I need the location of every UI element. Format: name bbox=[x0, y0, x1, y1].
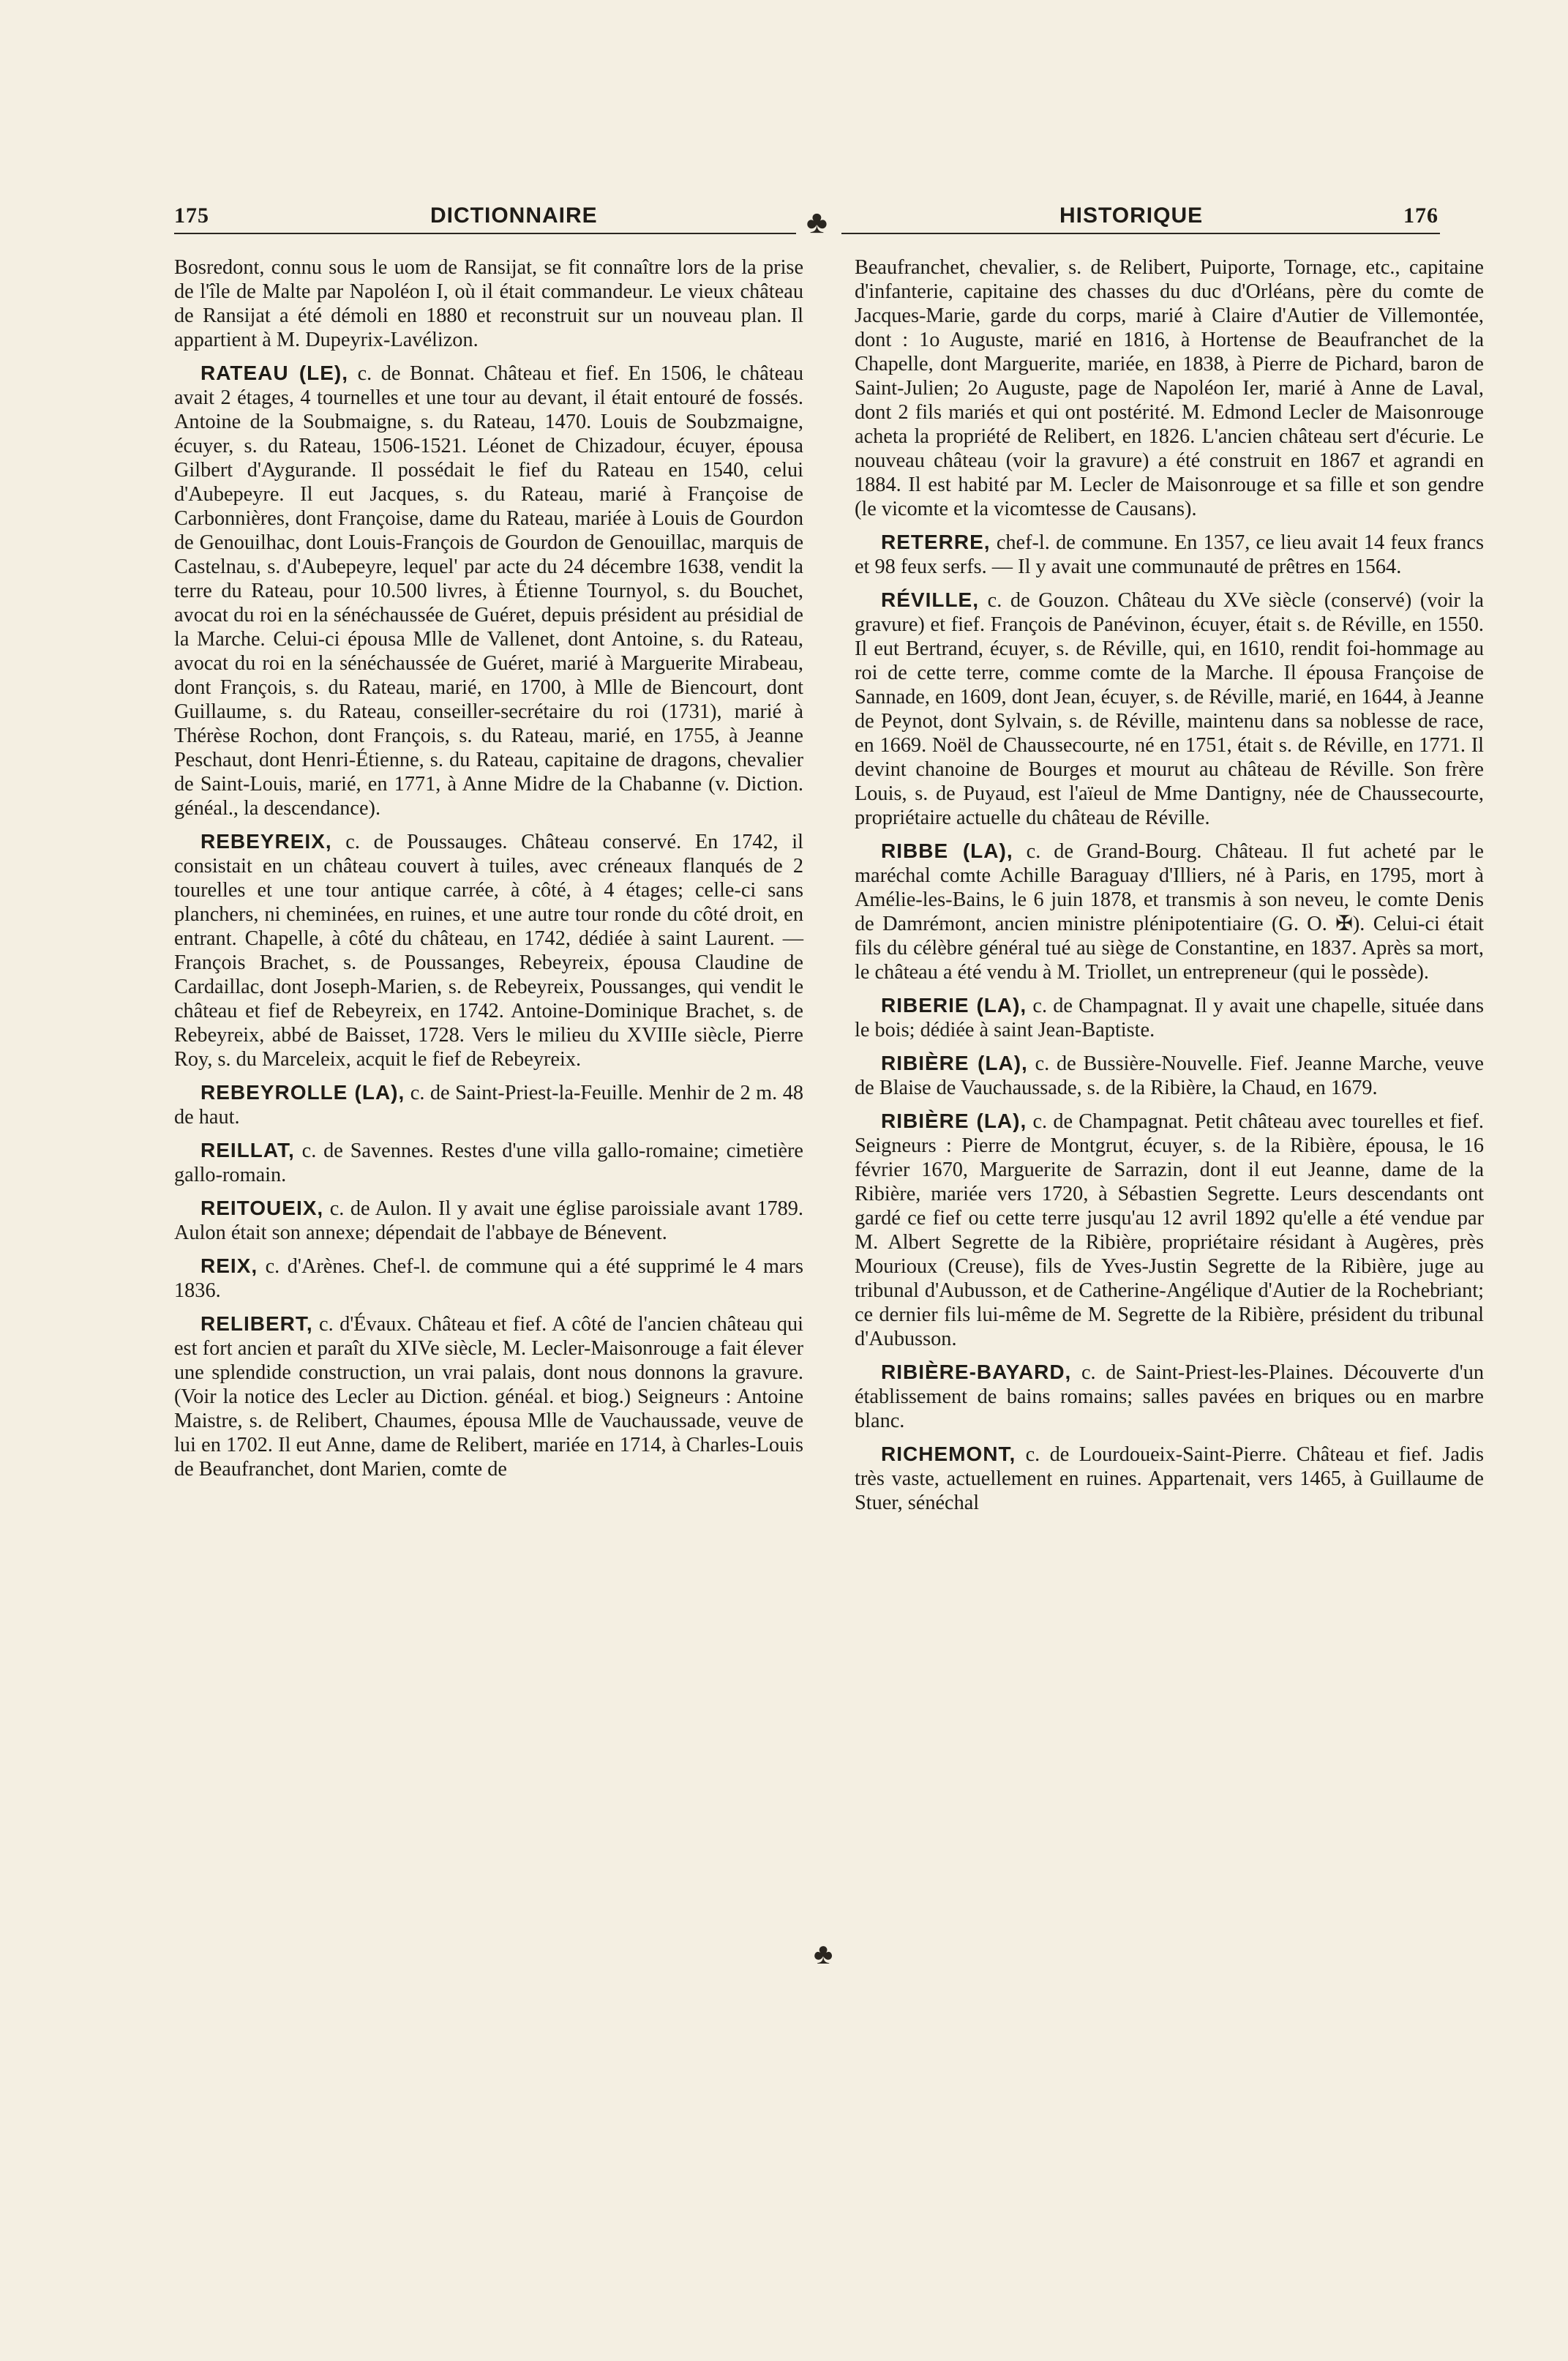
entry-headword: RIBIÈRE-BAYARD, bbox=[881, 1361, 1072, 1383]
entry-headword: RIBERIE (LA), bbox=[881, 994, 1027, 1017]
bottom-ornament-icon: ♣ bbox=[814, 1937, 833, 1970]
right-column bbox=[855, 255, 1484, 1524]
entry-paragraph: REBEYREIX, c. de Poussauges. Château conservé. En 1742, il consistait en un château couvert à tuiles, avec créneaux flanqués de 2 tourelles et une tour antique carrée, à côté, à 4 étages; celle-ci sans planchers, ni cheminées, en ruines, et une autre tour ronde du côté droit, en entrant. Chapelle, à côté du château, en 1742, dédiée à saint Laurent. — François Brachet, s. de Poussanges, Rebeyreix, épousa Claudine de Cardaillac, dont Joseph-Marien, s. de Rebeyreix, Poussanges, qui vendit le château et fief de Rebeyreix, en 1742. Antoine-Dominique Brachet, s. de Rebeyreix, abbé de Baisset, 1728. Vers le milieu du XVIIIe siècle, Pierre Roy, s. du Marceleix, acquit le fief de Rebeyreix. bbox=[174, 830, 803, 1071]
entry-paragraph: RIBIÈRE (LA), c. de Bussière-Nouvelle. Fief. Jeanne Marche, veuve de Blaise de Vauchaussade, s. de la Ribière, la Chaud, en 1679. bbox=[855, 1052, 1484, 1099]
entry-paragraph: RÉVILLE, c. de Gouzon. Château du XVe siècle (conservé) (voir la gravure) et fief. François de Panévinon, écuyer, était s. de Réville, en 1550. Il eut Bertrand, écuyer, s. de Réville, qui, en 1610, rendit foi-hommage au roi de cette terre, comme comte de la Marche. Il épousa Françoise de Sannade, en 1609, dont Jean, écuyer, s. de Réville, marié, en 1644, à Jeanne de Peynot, dont Sylvain, s. de Réville, maintenu dans sa noblesse de race, en 1669. Noël de Chaussecourte, né en 1751, était s. de Réville, en 1771. Il devint chanoine de Bourges et mourut au château de Réville. Son frère Louis, s. de Puyaud, est l'aïeul de Mme Dantigny, née de Chaussecourte, propriétaire actuelle du château de Réville. bbox=[855, 588, 1484, 829]
entry-paragraph: REILLAT, c. de Savennes. Restes d'une villa gallo-romaine; cimetière gallo-romain. bbox=[174, 1139, 803, 1186]
page-header bbox=[0, 0, 1568, 242]
entry-headword: RIBBE (LA), bbox=[881, 839, 1013, 862]
entry-headword: RICHEMONT, bbox=[881, 1443, 1016, 1465]
header-rule-left bbox=[174, 233, 796, 234]
entry-paragraph: RICHEMONT, c. de Lourdoueix-Saint-Pierre. Château et fief. Jadis très vaste, actuellement en ruines. Appartenait, vers 1465, à Guillaume de Stuer, sénéchal bbox=[855, 1443, 1484, 1514]
entry-paragraph: REBEYROLLE (LA), c. de Saint-Priest-la-Feuille. Menhir de 2 m. 48 de haut. bbox=[174, 1081, 803, 1129]
entry-paragraph: RELIBERT, c. d'Évaux. Château et fief. A côté de l'ancien château qui est fort ancien et paraît du XIVe siècle, M. Lecler-Maisonrouge a fait élever une splendide construction, un vrai palais, dont nous donnons la gravure. (Voir la notice des Lecler au Diction. généal. et biog.) Seigneurs : Antoine Maistre, s. de Relibert, Chaumes, épousa Mlle de Vauchaussade, veuve de lui en 1702. Il eut Anne, dame de Relibert, mariée en 1714, à Charles-Louis de Beaufranchet, dont Marien, comte de bbox=[174, 1312, 803, 1481]
entry-headword: RIBIÈRE (LA), bbox=[881, 1110, 1027, 1132]
entry-headword: REIX, bbox=[200, 1254, 258, 1277]
entry-paragraph: REIX, c. d'Arènes. Chef-l. de commune qui a été supprimé le 4 mars 1836. bbox=[174, 1254, 803, 1302]
entry-headword: REBEYREIX, bbox=[200, 830, 332, 853]
running-title-left: DICTIONNAIRE bbox=[430, 203, 598, 228]
entry-headword: RATEAU (LE), bbox=[200, 362, 349, 384]
entry-headword: RETERRE, bbox=[881, 531, 991, 553]
entry-headword: RELIBERT, bbox=[200, 1312, 313, 1335]
page-number-left: 175 bbox=[174, 203, 209, 228]
entry-headword: REILLAT, bbox=[200, 1139, 295, 1161]
left-column bbox=[174, 255, 803, 1490]
header-rule-right bbox=[841, 233, 1440, 234]
page-number-right: 176 bbox=[1403, 203, 1438, 228]
entry-headword: REBEYROLLE (LA), bbox=[200, 1081, 405, 1104]
entry-paragraph: RIBIÈRE (LA), c. de Champagnat. Petit château avec tourelles et fief. Seigneurs : Pierre de Montgrut, écuyer, s. de la Ribière, épousa, le 16 février 1670, Marguerite de Sarrazin, dont il eut Jeanne, dame de la Ribière, mariée vers 1720, à Sébastien Segrette. Leurs descendants ont gardé ce fief ou cette terre jusqu'au 12 avril 1892 qu'elle a été vendue par M. Albert Segrette de la Ribière, propriétaire résidant à Augères, près Mourioux (Creuse), fils de Yves-Justin Segrette de la Ribière, juge au tribunal d'Aubusson, et de Catherine-Angélique d'Autier de la Rochebriant; ce dernier fils lui-même de M. Segrette de la Ribière, président du tribunal d'Aubusson. bbox=[855, 1110, 1484, 1350]
entry-paragraph: RIBIÈRE-BAYARD, c. de Saint-Priest-les-Plaines. Découverte d'un établissement de bains romains; salles pavées en briques ou en marbre blanc. bbox=[855, 1361, 1484, 1432]
entry-paragraph: Beaufranchet, chevalier, s. de Relibert, Puiporte, Tornage, etc., capitaine d'infanterie, capitaine des chasses du duc d'Orléans, père du comte de Jacques-Marie, garde du corps, marié à Claire d'Autier de Villemontée, dont : 1o Auguste, marié en 1816, à Hortense de Beaufranchet de la Chapelle, dont Marguerite, mariée, en 1838, à Pierre de Pichard, baron de Saint-Julien; 2o Auguste, page de Napoléon Ier, marié à Anne de Laval, dont 2 fils mariés et qui ont postérité. M. Edmond Lecler de Maisonrouge acheta la propriété de Relibert, en 1826. L'ancien château sert d'écurie. Le nouveau château (voir la gravure) a été construit en 1867 et agrandi en 1884. Il est habité par M. Lecler de Maisonrouge et sa fille et son gendre (le vicomte et la vicomtesse de Causans). bbox=[855, 256, 1484, 520]
entry-headword: REITOUEIX, bbox=[200, 1197, 324, 1219]
entry-paragraph: REITOUEIX, c. de Aulon. Il y avait une église paroissiale avant 1789. Aulon était son annexe; dépendait de l'abbaye de Bénevent. bbox=[174, 1197, 803, 1244]
entry-paragraph: RETERRE, chef-l. de commune. En 1357, ce lieu avait 14 feux francs et 98 feux serfs. — Il y avait une communauté de prêtres en 1564. bbox=[855, 531, 1484, 578]
ornament-icon: ♣ bbox=[806, 204, 828, 240]
entry-paragraph: RATEAU (LE), c. de Bonnat. Château et fief. En 1506, le château avait 2 étages, 4 tournelles et une tour au devant, il était entouré de fossés. Antoine de la Soubmaigne, s. du Rateau, 1470. Louis de Soubzmaigne, écuyer, s. du Rateau, 1506-1521. Léonet de Chizadour, écuyer, épousa Gilbert d'Aygurande. Il possédait le fief du Rateau en 1540, celui d'Aubepeyre. Il eut Jacques, s. du Rateau, marié à Françoise de Carbonnières, dont Françoise, dame du Rateau, mariée à Louis de Gourdon de Genouilhac, dont Louis-François de Gourdon de Genouillac, marquis de Castelnau, s. d'Aubepeyre, lequel' par acte du 24 décembre 1638, vendit la terre du Rateau, pour 10.500 livres, à Étienne Tournyol, s. du Bouchet, avocat du roi en la sénéchaussée de Guéret, depuis président au présidial de la Marche. Celui-ci épousa Mlle de Vallenet, dont Antoine, s. du Rateau, avocat du roi en la sénéchaussée de Guéret, marié à Marguerite Mirabeau, dont François, s. du Rateau, marié, en 1700, à Mlle de Biencourt, dont Guillaume, s. du Rateau, conseiller-secrétaire du roi (1731), marié à Thérèse Rochon, dont François, s. du Rateau, marié, en 1755, à Jeanne Peschaut, dont Henri-Étienne, s. du Rateau, capitaine de dragons, chevalier de Saint-Louis, marié, en 1771, à Anne Midre de la Chabanne (v. Diction. généal., la descendance). bbox=[174, 362, 803, 820]
entry-paragraph: Bosredont, connu sous le uom de Ransijat, se fit connaître lors de la prise de l'île de Malte par Napoléon I, où il était commandeur. Le vieux château de Ransijat a été démoli en 1880 et reconstruit sur un nouveau plan. Il appartient à M. Dupeyrix-Lavélizon. bbox=[174, 256, 803, 351]
entry-paragraph: RIBERIE (LA), c. de Champagnat. Il y avait une chapelle, située dans le bois; dédiée à saint Jean-Baptiste. bbox=[855, 994, 1484, 1041]
entry-headword: RÉVILLE, bbox=[881, 588, 980, 611]
entry-paragraph: RIBBE (LA), c. de Grand-Bourg. Château. Il fut acheté par le maréchal comte Achille Baraguay d'Illiers, né à Paris, en 1795, mort à Amélie-les-Bains, le 6 juin 1878, et transmis à son neveu, le comte Denis de Damrémont, ancien ministre plénipotentiaire (G. O. ✠). Celui-ci était fils du célèbre général tué au siège de Constantine, en 1837. Après sa mort, le château a été vendu à M. Triollet, un entrepreneur (qui le possède). bbox=[855, 839, 1484, 984]
running-title-right: HISTORIQUE bbox=[1059, 203, 1204, 228]
entry-headword: RIBIÈRE (LA), bbox=[881, 1052, 1028, 1074]
